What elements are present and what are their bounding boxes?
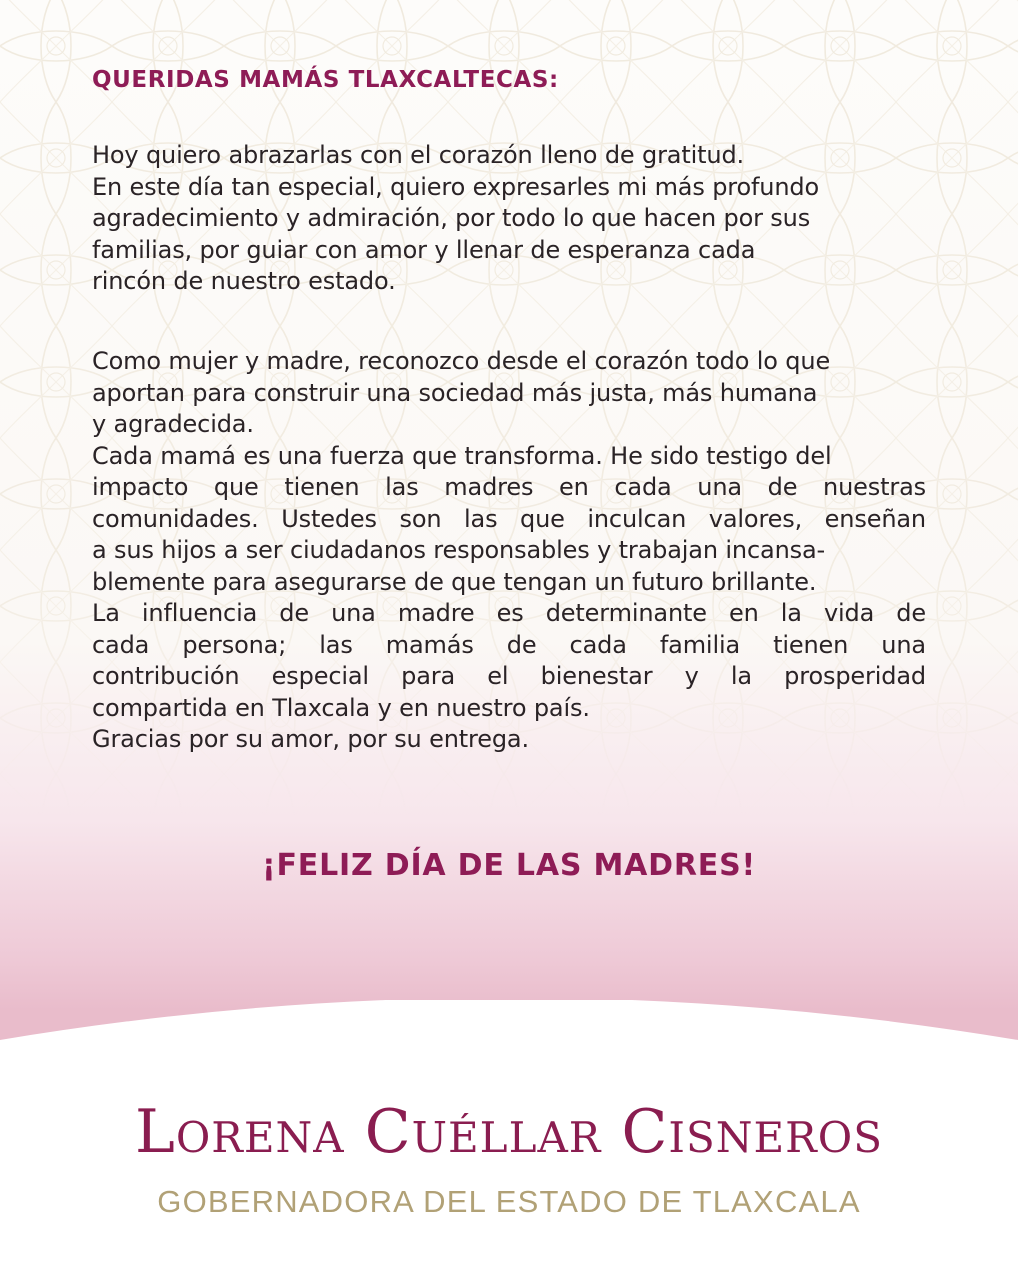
- letter-line: blemente para asegurarse de que tengan un futuro brillante.: [92, 567, 817, 596]
- letter-line: Gracias por su amor, por su entrega.: [92, 725, 529, 753]
- letter-line: impacto que tienen las madres en cada una de nuestras: [92, 473, 926, 501]
- letter-line: Hoy quiero abrazarlas con el corazón lleno de gratitud.: [92, 141, 745, 169]
- letter-line: familias, por guiar con amor y llenar de esperanza cada: [92, 235, 756, 264]
- letter-line: y agradecida.: [92, 410, 254, 438]
- letter-line: Cada mamá es una fuerza que transforma. He sido testigo del: [92, 441, 832, 470]
- letter-line: En este día tan especial, quiero expresarles mi más profundo: [92, 172, 820, 201]
- letter-line: agradecimiento y admiración, por todo lo que hacen por sus: [92, 204, 811, 232]
- signature-title: GOBERNADORA DEL ESTADO DE TLAXCALA: [157, 1184, 861, 1219]
- letter-line: rincón de nuestro estado.: [92, 267, 396, 295]
- letter-greeting: QUERIDAS MAMÁS TLAXCALTECAS:: [92, 67, 559, 93]
- signature-name: Lorena Cuéllar Cisneros: [135, 1097, 883, 1167]
- letter-paragraph-1: [92, 140, 926, 298]
- letter-line: comunidades. Ustedes son las que inculcan valores, enseñan: [92, 504, 926, 533]
- letter-line: La influencia de una madre es determinante en la vida de: [92, 599, 926, 627]
- letter-line: contribución especial para el bienestar y la prosperidad: [92, 662, 926, 690]
- letter-line: aportan para construir una sociedad más justa, más humana: [92, 378, 818, 407]
- letter-line: Como mujer y madre, reconozco desde el corazón todo lo que: [92, 347, 831, 375]
- letter-line: cada persona; las mamás de cada familia tienen una: [92, 630, 926, 659]
- letter-line: compartida en Tlaxcala y en nuestro país.: [92, 693, 590, 722]
- letter-line: a sus hijos a ser ciudadanos responsables y trabajan incansa-: [92, 536, 826, 564]
- letter-paragraph-2: [92, 346, 926, 756]
- closing-greeting: ¡FELIZ DÍA DE LAS MADRES!: [262, 848, 756, 883]
